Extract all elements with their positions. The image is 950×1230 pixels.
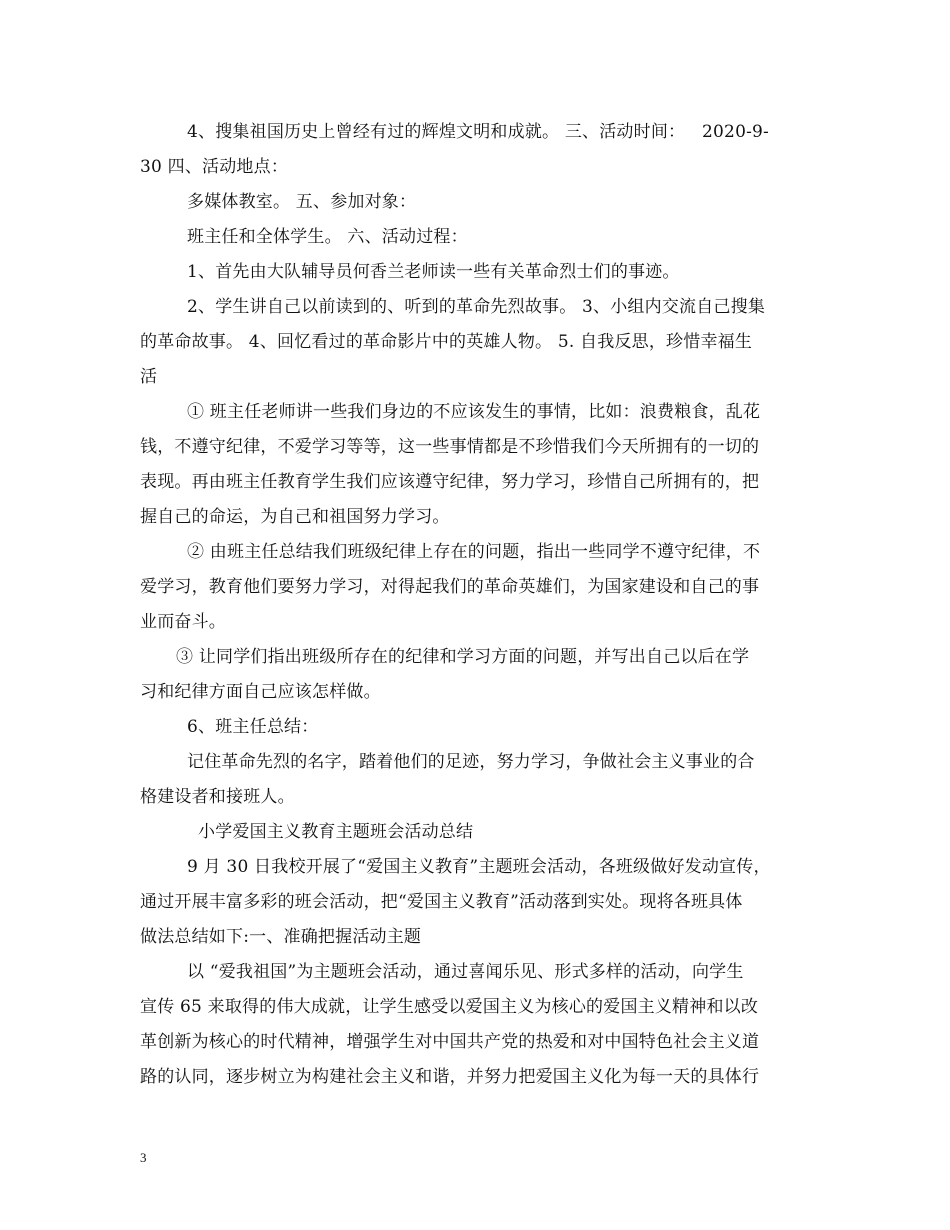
text-line: 通过开展丰富多彩的班会活动，把“爱国主义教育”活动落到实处。现将各班具体 — [140, 892, 743, 912]
text-line: 活 — [140, 367, 158, 387]
text-line: 2、学生讲自己以前读到的、听到的革命先烈故事。 3、小组内交流自己搜集 — [187, 297, 766, 317]
text-line: 做法总结如下:一、准确把握活动主题 — [140, 927, 422, 947]
text-line: 4、搜集祖国历史上曾经有过的辉煌文明和成就。 三、活动时间： 2020-9- — [187, 122, 769, 142]
text-line: ② 由班主任总结我们班级纪律上存在的问题，指出一些同学不遵守纪律，不 — [187, 542, 761, 562]
text-line: 钱，不遵守纪律，不爱学习等等，这一些事情都是不珍惜我们今天所拥有的一切的 — [140, 437, 760, 457]
text-line: 爱学习，教育他们要努力学习，对得起我们的革命英雄们，为国家建设和自己的事 — [140, 577, 760, 597]
text-line: 握自己的命运，为自己和祖国努力学习。 — [140, 507, 450, 527]
text-line: 业而奋斗。 — [140, 612, 226, 632]
text-line: ③ 让同学们指出班级所存在的纪律和学习方面的问题，并写出自己以后在学 — [176, 647, 750, 667]
text-line: 记住革命先烈的名字，踏着他们的足迹，努力学习，争做社会主义事业的合 — [187, 752, 755, 772]
text-line: ① 班主任老师讲一些我们身边的不应该发生的事情，比如：浪费粮食，乱花 — [187, 402, 761, 422]
text-line: 的革命故事。 4、回忆看过的革命影片中的英雄人物。 5. 自我反思，珍惜幸福生 — [140, 332, 753, 352]
text-line: 30 四、活动地点： — [140, 157, 289, 177]
text-line: 格建设者和接班人。 — [140, 787, 295, 807]
text-line: 9 月 30 日我校开展了“爱国主义教育”主题班会活动，各班级做好发动宣传， — [187, 857, 771, 877]
page-number: 3 — [140, 1150, 147, 1165]
text-line: 宣传 65 来取得的伟大成就，让学生感受以爱国主义为核心的爱国主义精神和以改 — [140, 997, 759, 1017]
text-line: 多媒体教室。 五、参加对象： — [187, 192, 417, 212]
section-title: 小学爱国主义教育主题班会活动总结 — [198, 822, 474, 842]
text-line: 路的认同，逐步树立为构建社会主义和谐，并努力把爱国主义化为每一天的具体行 — [140, 1067, 760, 1087]
text-line: 表现。再由班主任教育学生我们应该遵守纪律，努力学习，珍惜自己所拥有的，把 — [140, 472, 760, 492]
text-line: 6、班主任总结： — [187, 717, 319, 737]
text-line: 习和纪律方面自己应该怎样做。 — [140, 682, 381, 702]
text-line: 1、首先由大队辅导员何香兰老师读一些有关革命烈士们的事迹。 — [187, 262, 680, 282]
text-line: 革创新为核心的时代精神，增强学生对中国共产党的热爱和对中国特色社会主义道 — [140, 1032, 760, 1052]
text-line: 班主任和全体学生。 六、活动过程： — [187, 227, 468, 247]
text-line: 以 “爱我祖国”为主题班会活动，通过喜闻乐见、形式多样的活动，向学生 — [187, 962, 744, 982]
